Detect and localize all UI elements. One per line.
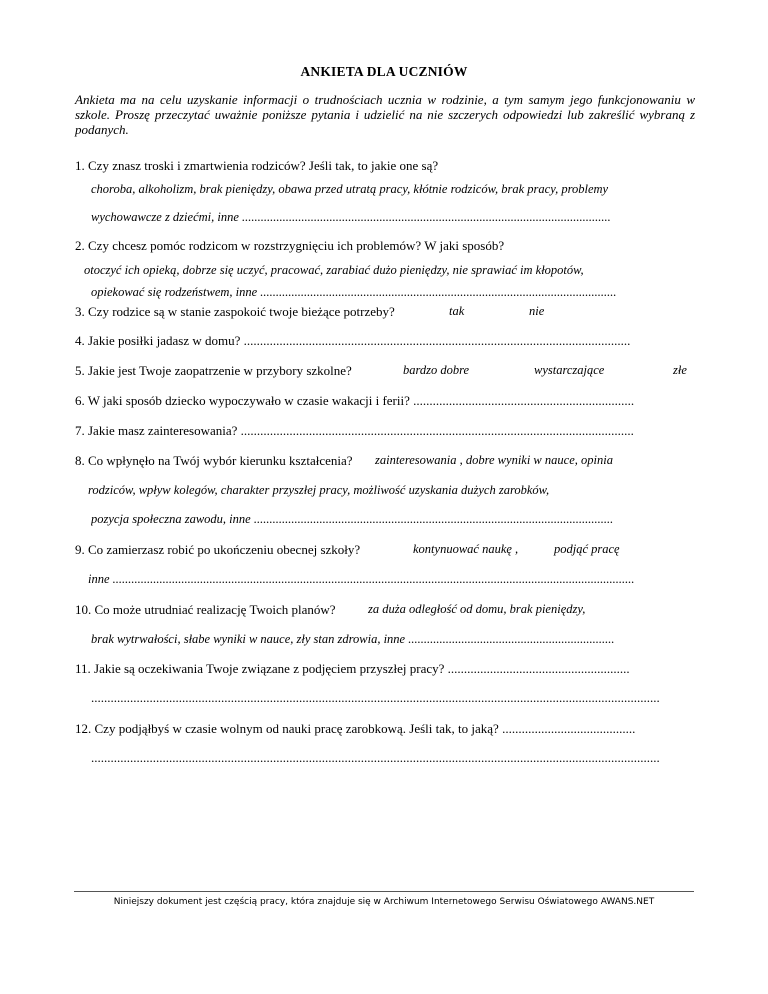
question-2: 2. Czy chcesz pomóc rodzicom w rozstrzygnięciu ich problemów? W jaki sposób?	[75, 238, 505, 253]
question-5-option-very-good[interactable]: bardzo dobre	[403, 363, 470, 377]
question-12-answers-line-1[interactable]: ...............................................................................................................................................................................	[91, 750, 660, 765]
question-7[interactable]: 7. Jakie masz zainteresowania? .........................................................................................................................	[75, 423, 634, 438]
question-1-answers-line-1: choroba, alkoholizm, brak pieniędzy, obawa przed utratą pracy, kłótnie rodziców, brak pracy, problemy	[91, 182, 609, 196]
question-10: 10. Co może utrudniać realizację Twoich planów?	[75, 602, 336, 617]
question-4[interactable]: 4. Jakie posiłki jadasz w domu? .......................................................................................................................	[75, 333, 631, 348]
question-11[interactable]: 11. Jakie są oczekiwania Twoje związane z podjęciem przyszłej pracy? ........................................................	[75, 661, 630, 676]
question-10-answers-line-0: za duża odległość od domu, brak pieniędzy,	[368, 602, 586, 616]
question-11-answers-line-1[interactable]: ...............................................................................................................................................................................	[91, 690, 660, 705]
question-3-option-yes[interactable]: tak	[449, 304, 465, 318]
question-5-option-sufficient[interactable]: wystarczające	[534, 363, 605, 377]
question-9-option-take-job[interactable]: podjąć pracę	[554, 542, 620, 556]
question-9: 9. Co zamierzasz robić po ukończeniu obecnej szkoły?	[75, 542, 361, 557]
question-9-answers-line-1[interactable]: inne .......................................................................................................................................................................	[88, 572, 635, 586]
question-6[interactable]: 6. W jaki sposób dziecko wypoczywało w czasie wakacji i ferii? ....................................................................	[75, 393, 635, 408]
question-8: 8. Co wpłynęło na Twój wybór kierunku kształcenia?	[75, 453, 353, 468]
question-3-option-no[interactable]: nie	[529, 304, 545, 318]
question-9-option-continue-study[interactable]: kontynuować naukę ,	[413, 542, 519, 556]
question-1-answers-line-2[interactable]: wychowawcze z dziećmi, inne ......................................................................................................................	[91, 210, 611, 224]
question-2-answers-line-1: otoczyć ich opieką, dobrze się uczyć, pracować, zarabiać dużo pieniędzy, nie sprawiać im kłopotów,	[84, 263, 584, 277]
question-5: 5. Jakie jest Twoje zaopatrzenie w przybory szkolne?	[75, 363, 352, 378]
question-12[interactable]: 12. Czy podjąłbyś w czasie wolnym od nauki pracę zarobkową. Jeśli tak, to jaką? .........................................	[75, 721, 636, 736]
document-title: ANKIETA DLA UCZNIÓW	[300, 64, 468, 79]
question-8-answers-line-0: zainteresowania , dobre wyniki w nauce, opinia	[375, 453, 613, 467]
question-2-answers-line-2[interactable]: opiekować się rodzeństwem, inne ..................................................................................................................	[91, 285, 617, 299]
footer-note: Niniejszy dokument jest częścią pracy, która znajduje się w Archiwum Internetowego Serwisu Oświatowego AWANS.NET	[113, 897, 655, 907]
question-3: 3. Czy rodzice są w stanie zaspokoić twoje bieżące potrzeby?	[75, 304, 395, 319]
question-1: 1. Czy znasz troski i zmartwienia rodziców? Jeśli tak, to jakie one są?	[75, 158, 439, 173]
footer-divider	[74, 891, 694, 892]
intro-paragraph: Ankieta ma na celu uzyskanie informacji o trudnościach ucznia w rodzinie, a tym samym jego funkcjonowaniu w szkole. Proszę przeczytać uważnie poniższe pytania i udzielić na nie szczerych odpowiedzi lub zakreślić wybraną z podanych.	[75, 92, 695, 137]
question-5-option-poor[interactable]: złe	[673, 363, 687, 377]
question-10-answers-line-1[interactable]: brak wytrwałości, słabe wyniki w nauce, zły stan zdrowia, inne ..................................................................	[91, 632, 615, 646]
question-8-answers-line-1: rodziców, wpływ kolegów, charakter przyszłej pracy, możliwość uzyskania dużych zarobków,	[88, 483, 550, 497]
question-8-answers-line-2[interactable]: pozycja społeczna zawodu, inne ...................................................................................................................	[91, 512, 614, 526]
